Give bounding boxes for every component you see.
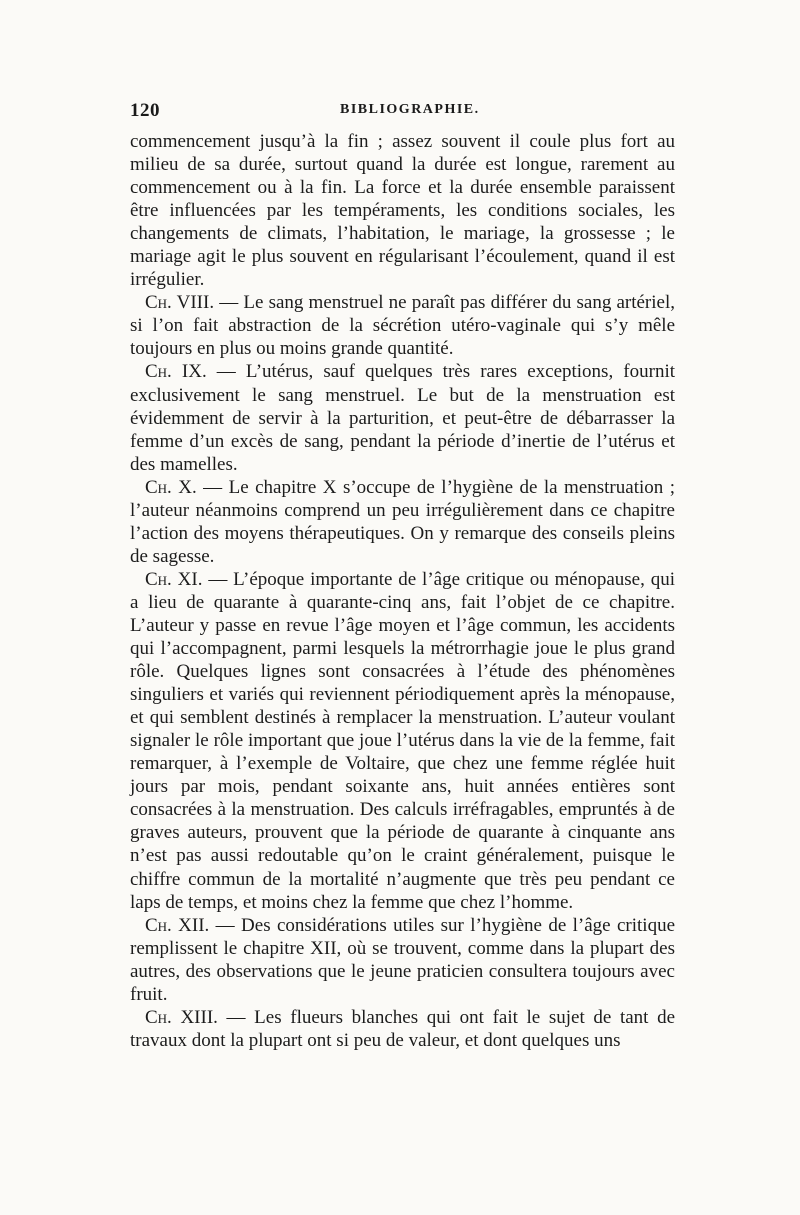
paragraph-chapter-13 <box>130 1006 675 1052</box>
paragraph-text: — Les flueurs blanches qui ont fait le sujet de tant de travaux dont la plupart ont si peu de valeur, et dont quelques uns <box>130 1006 676 1051</box>
paragraph-chapter-10 <box>130 476 675 568</box>
page-number: 120 <box>130 100 160 121</box>
chapter-label: Ch. XI. <box>145 568 203 590</box>
paragraph-text: — L’époque importante de l’âge critique ou ménopause, qui a lieu de quarante à quarante-cinq ans, fait l’objet de ce chapitre. L’auteur y passe en revue l’âge moyen et l’âge commun, les accidents qui l’accompagnent, parmi lesquels la métrorrhagie joue le plus grand rôle. Quelques lignes sont consacrées à l’étude des phénomènes singuliers et variés qui reviennent périodiquement après la ménopause, et qui semblent destinés à remplacer la menstruation. L’auteur voulant signaler le rôle important que joue l’utérus dans la vie de la femme, fait remarquer, à l’exemple de Voltaire, que chez une femme réglée huit jours par mois, pendant soixante ans, huit années entières sont consacrées à la menstruation. Des calculs irréfragables, empruntés à de graves auteurs, prouvent que la période de quarante à cinquante ans n’est pas aussi redoutable qu’on le craint généralement, puisque le chiffre commun de la mortalité n’augmente que très peu pendant ce laps de temps, et moins chez la femme que chez l’homme. <box>130 568 675 913</box>
paragraph-chapter-9 <box>130 360 675 475</box>
paragraph-text: — Des considérations utiles sur l’hygiène de l’âge critique remplissent le chapitre XII, où se trouvent, comme dans la plupart des autres, des observations que le jeune praticien consultera toujours avec fruit. <box>130 914 676 1005</box>
chapter-label: Ch. IX. <box>145 361 207 383</box>
paragraph-chapter-12 <box>130 914 675 1006</box>
paragraph-continuation <box>130 130 675 291</box>
chapter-label: Ch. XIII. <box>145 1006 218 1028</box>
body-text <box>130 130 675 1052</box>
paragraph-chapter-8 <box>130 291 675 360</box>
chapter-label: Ch. XII. <box>145 914 210 936</box>
chapter-label: Ch. X. <box>145 476 197 498</box>
running-title: BIBLIOGRAPHIE. <box>340 102 480 117</box>
paragraph-text: — Le chapitre X s’occupe de l’hygiène de la menstruation ; l’auteur néanmoins comprend un peu irrégulièrement dans ce chapitre l’action des moyens thérapeutiques. On y remarque des conseils pleins de sagesse. <box>130 476 675 567</box>
paragraph-text: — Le sang menstruel ne paraît pas différer du sang artériel, si l’on fait abstraction de la sécrétion utéro-vaginale qui s’y mêle toujours en plus ou moins grande quantité. <box>130 292 676 360</box>
running-head <box>130 100 675 124</box>
paragraph-text: commencement jusqu’à la fin ; assez souvent il coule plus fort au milieu de sa durée, surtout quand la durée est longue, rarement au commencement ou à la fin. La force et la durée ensemble paraissent être influencées par les tempéraments, les conditions sociales, les changements de climats, l’habitation, le mariage, la grossesse ; le mariage agit le plus souvent en régularisant l’écoulement, quand il est irrégulier. <box>130 131 675 291</box>
chapter-label: Ch. VIII. <box>145 292 215 314</box>
paragraph-text: — L’utérus, sauf quelques très rares exceptions, fournit exclusivement le sang menstruel. Le but de la menstruation est évidemment de servir à la parturition, et peut-être de débarrasser la femme d’un excès de sang, pendant la période d’inertie de l’utérus et des mamelles. <box>130 361 675 475</box>
paragraph-chapter-11 <box>130 568 675 914</box>
